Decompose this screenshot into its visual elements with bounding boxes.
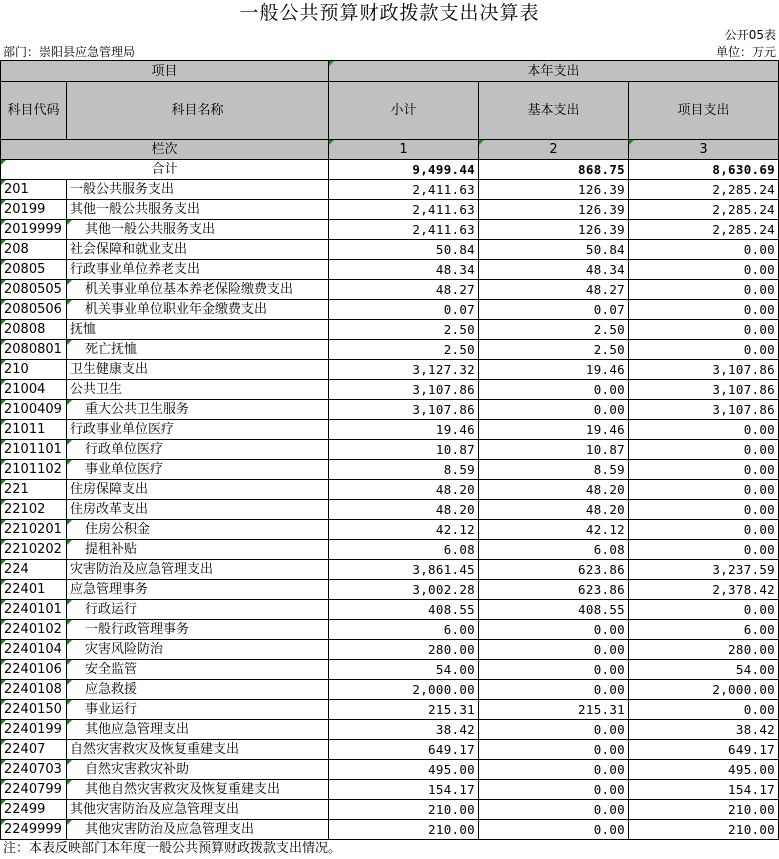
project-cell[interactable]: 6.00 — [629, 620, 779, 640]
project-cell[interactable]: 154.17 — [629, 780, 779, 800]
subject-name-cell[interactable]: 自然灾害救灾及恢复重建支出 — [67, 740, 329, 760]
subtotal-cell[interactable]: 3,861.45 — [329, 560, 479, 580]
project-cell[interactable]: 0.00 — [629, 420, 779, 440]
table-row — [1, 200, 779, 220]
table-row — [1, 180, 779, 200]
project-cell[interactable]: 0.00 — [629, 240, 779, 260]
table-row — [1, 320, 779, 340]
total-project[interactable]: 8,630.69 — [629, 160, 779, 180]
subject-name-cell[interactable]: 灾害风险防治 — [67, 640, 329, 660]
subject-code-cell[interactable]: 20808 — [1, 320, 67, 340]
report-title: 一般公共预算财政拨款支出决算表 — [239, 2, 540, 24]
subtotal-cell[interactable]: 3,107.86 — [329, 400, 479, 420]
subtotal-cell[interactable]: 8.59 — [329, 460, 479, 480]
header-name: 科目名称 — [67, 82, 329, 140]
table-row — [1, 560, 779, 580]
basic-cell[interactable]: 0.00 — [479, 680, 629, 700]
subject-code-cell[interactable]: 2019999 — [1, 220, 67, 240]
header-basic: 基本支出 — [479, 82, 629, 140]
subtotal-cell[interactable]: 495.00 — [329, 760, 479, 780]
subject-name-cell[interactable]: 一般公共服务支出 — [67, 180, 329, 200]
table-row — [1, 280, 779, 300]
basic-cell[interactable]: 126.39 — [479, 220, 629, 240]
subject-name-cell[interactable]: 事业单位医疗 — [67, 460, 329, 480]
basic-cell[interactable]: 48.34 — [479, 260, 629, 280]
subject-code-cell[interactable]: 2240799 — [1, 780, 67, 800]
column-number-3: 3 — [629, 140, 779, 160]
table-row — [1, 240, 779, 260]
project-cell[interactable]: 0.00 — [629, 700, 779, 720]
subject-name-cell[interactable]: 安全监管 — [67, 660, 329, 680]
table-row — [1, 760, 779, 780]
subtotal-cell[interactable]: 154.17 — [329, 780, 479, 800]
subtotal-cell[interactable]: 215.31 — [329, 700, 479, 720]
basic-cell[interactable]: 19.46 — [479, 420, 629, 440]
basic-cell[interactable]: 48.20 — [479, 500, 629, 520]
table-row — [1, 400, 779, 420]
basic-cell[interactable]: 126.39 — [479, 180, 629, 200]
basic-cell[interactable]: 6.08 — [479, 540, 629, 560]
total-basic[interactable]: 868.75 — [479, 160, 629, 180]
project-cell[interactable]: 54.00 — [629, 660, 779, 680]
subject-code-cell[interactable]: 2080505 — [1, 280, 67, 300]
subtotal-cell[interactable]: 38.42 — [329, 720, 479, 740]
project-cell[interactable]: 2,285.24 — [629, 180, 779, 200]
project-cell[interactable]: 3,107.86 — [629, 360, 779, 380]
subject-name-cell[interactable]: 重大公共卫生服务 — [67, 400, 329, 420]
subject-code-cell[interactable]: 2240108 — [1, 680, 67, 700]
subject-name-cell[interactable]: 其他一般公共服务支出 — [67, 220, 329, 240]
table-row — [1, 580, 779, 600]
basic-cell[interactable]: 0.00 — [479, 380, 629, 400]
total-subtotal[interactable]: 9,499.44 — [329, 160, 479, 180]
total-row — [1, 160, 779, 180]
table-row — [1, 300, 779, 320]
subject-code-cell[interactable]: 224 — [1, 560, 67, 580]
subject-name-cell[interactable]: 机关事业单位基本养老保险缴费支出 — [67, 280, 329, 300]
project-cell[interactable]: 2,285.24 — [629, 200, 779, 220]
subject-code-cell[interactable]: 2240106 — [1, 660, 67, 680]
project-cell[interactable]: 649.17 — [629, 740, 779, 760]
table-row — [1, 700, 779, 720]
basic-cell[interactable]: 0.00 — [479, 820, 629, 840]
basic-cell[interactable]: 0.00 — [479, 660, 629, 680]
subject-code-cell[interactable]: 22407 — [1, 740, 67, 760]
table-row — [1, 620, 779, 640]
subject-name-cell[interactable]: 其他应急管理支出 — [67, 720, 329, 740]
table-row — [1, 380, 779, 400]
subtotal-cell[interactable]: 48.20 — [329, 500, 479, 520]
subject-name-cell[interactable]: 住房公积金 — [67, 520, 329, 540]
table-row — [1, 660, 779, 680]
table-row — [1, 480, 779, 500]
header-item: 项目 — [1, 61, 329, 82]
subtotal-cell[interactable]: 10.87 — [329, 440, 479, 460]
subject-name-cell[interactable]: 行政事业单位医疗 — [67, 420, 329, 440]
subtotal-cell[interactable]: 2.50 — [329, 320, 479, 340]
unit-label: 单位：万元 — [715, 45, 776, 59]
project-cell[interactable]: 3,237.59 — [629, 560, 779, 580]
project-cell[interactable]: 495.00 — [629, 760, 779, 780]
subtotal-cell[interactable]: 0.07 — [329, 300, 479, 320]
basic-cell[interactable]: 126.39 — [479, 200, 629, 220]
basic-cell[interactable]: 0.00 — [479, 400, 629, 420]
subject-code-cell[interactable]: 2249999 — [1, 820, 67, 840]
project-cell[interactable]: 0.00 — [629, 520, 779, 540]
subject-name-cell[interactable]: 应急管理事务 — [67, 580, 329, 600]
header-code: 科目代码 — [1, 82, 67, 140]
project-cell[interactable]: 0.00 — [629, 480, 779, 500]
basic-cell[interactable]: 0.00 — [479, 800, 629, 820]
subject-code-cell[interactable]: 2210202 — [1, 540, 67, 560]
subject-code-cell[interactable]: 2240104 — [1, 640, 67, 660]
project-cell[interactable]: 210.00 — [629, 820, 779, 840]
subject-code-cell[interactable]: 210 — [1, 360, 67, 380]
subject-code-cell[interactable]: 22401 — [1, 580, 67, 600]
subtotal-cell[interactable]: 280.00 — [329, 640, 479, 660]
subject-name-cell[interactable]: 其他灾害防治及应急管理支出 — [67, 800, 329, 820]
subject-code-cell[interactable]: 21011 — [1, 420, 67, 440]
table-row — [1, 460, 779, 480]
subtotal-cell[interactable]: 48.27 — [329, 280, 479, 300]
project-cell[interactable]: 0.00 — [629, 460, 779, 480]
basic-cell[interactable]: 0.00 — [479, 760, 629, 780]
subject-name-cell[interactable]: 其他自然灾害救灾及恢复重建支出 — [67, 780, 329, 800]
project-cell[interactable]: 0.00 — [629, 600, 779, 620]
header-row-1 — [1, 61, 779, 82]
table-row — [1, 780, 779, 800]
basic-cell[interactable]: 50.84 — [479, 240, 629, 260]
header-subtotal: 小计 — [329, 82, 479, 140]
subtotal-cell[interactable]: 6.00 — [329, 620, 479, 640]
subtotal-cell[interactable]: 19.46 — [329, 420, 479, 440]
project-cell[interactable]: 2,285.24 — [629, 220, 779, 240]
subtotal-cell[interactable]: 210.00 — [329, 820, 479, 840]
subject-code-cell[interactable]: 2240199 — [1, 720, 67, 740]
subtotal-cell[interactable]: 6.08 — [329, 540, 479, 560]
project-cell[interactable]: 38.42 — [629, 720, 779, 740]
table-row — [1, 220, 779, 240]
table-row — [1, 500, 779, 520]
subject-code-cell[interactable]: 2210201 — [1, 520, 67, 540]
subtotal-cell[interactable]: 3,127.32 — [329, 360, 479, 380]
subject-name-cell[interactable]: 抚恤 — [67, 320, 329, 340]
table-row — [1, 340, 779, 360]
table-row — [1, 680, 779, 700]
basic-cell[interactable]: 0.00 — [479, 620, 629, 640]
table-row — [1, 440, 779, 460]
subtotal-cell[interactable]: 42.12 — [329, 520, 479, 540]
project-cell[interactable]: 2,378.42 — [629, 580, 779, 600]
subject-name-cell[interactable]: 社会保障和就业支出 — [67, 240, 329, 260]
basic-cell[interactable]: 0.07 — [479, 300, 629, 320]
project-cell[interactable]: 3,107.86 — [629, 400, 779, 420]
subject-code-cell[interactable]: 221 — [1, 480, 67, 500]
subtotal-cell[interactable]: 54.00 — [329, 660, 479, 680]
subject-name-cell[interactable]: 提租补贴 — [67, 540, 329, 560]
subtotal-cell[interactable]: 2,411.63 — [329, 220, 479, 240]
basic-cell[interactable]: 0.00 — [479, 780, 629, 800]
subject-code-cell[interactable]: 22102 — [1, 500, 67, 520]
subject-name-cell[interactable]: 住房保障支出 — [67, 480, 329, 500]
basic-cell[interactable]: 408.55 — [479, 600, 629, 620]
subject-name-cell[interactable]: 卫生健康支出 — [67, 360, 329, 380]
project-cell[interactable]: 0.00 — [629, 300, 779, 320]
subject-name-cell[interactable]: 灾害防治及应急管理支出 — [67, 560, 329, 580]
subtotal-cell[interactable]: 408.55 — [329, 600, 479, 620]
project-cell[interactable]: 280.00 — [629, 640, 779, 660]
subject-code-cell[interactable]: 201 — [1, 180, 67, 200]
basic-cell[interactable]: 42.12 — [479, 520, 629, 540]
subject-name-cell[interactable]: 事业运行 — [67, 700, 329, 720]
subject-code-cell[interactable]: 2240101 — [1, 600, 67, 620]
table-row — [1, 260, 779, 280]
subtotal-cell[interactable]: 48.20 — [329, 480, 479, 500]
table-row — [1, 540, 779, 560]
table-row — [1, 420, 779, 440]
form-code: 公开05表 — [724, 28, 776, 42]
footnote: 注：本表反映部门本年度一般公共预算财政拨款支出情况。 — [3, 841, 342, 856]
basic-cell[interactable]: 2.50 — [479, 340, 629, 360]
subject-code-cell[interactable]: 2101101 — [1, 440, 67, 460]
subject-name-cell[interactable]: 公共卫生 — [67, 380, 329, 400]
subject-name-cell[interactable]: 自然灾害救灾补助 — [67, 760, 329, 780]
subject-code-cell[interactable]: 21004 — [1, 380, 67, 400]
subject-code-cell[interactable]: 20199 — [1, 200, 67, 220]
column-number-label: 栏次 — [1, 140, 329, 160]
basic-cell[interactable]: 623.86 — [479, 580, 629, 600]
project-cell[interactable]: 0.00 — [629, 320, 779, 340]
subject-code-cell[interactable]: 2080801 — [1, 340, 67, 360]
subject-code-cell[interactable]: 2240703 — [1, 760, 67, 780]
table-row — [1, 800, 779, 820]
basic-cell[interactable]: 0.00 — [479, 740, 629, 760]
subtotal-cell[interactable]: 2,000.00 — [329, 680, 479, 700]
table-row — [1, 740, 779, 760]
project-cell[interactable]: 210.00 — [629, 800, 779, 820]
table-row — [1, 360, 779, 380]
subject-code-cell[interactable]: 2101102 — [1, 460, 67, 480]
subject-name-cell[interactable]: 行政运行 — [67, 600, 329, 620]
column-number-row — [1, 140, 779, 160]
subtotal-cell[interactable]: 3,107.86 — [329, 380, 479, 400]
basic-cell[interactable]: 0.00 — [479, 720, 629, 740]
subject-code-cell[interactable]: 2080506 — [1, 300, 67, 320]
basic-cell[interactable]: 19.46 — [479, 360, 629, 380]
header-project: 项目支出 — [629, 82, 779, 140]
subtotal-cell[interactable]: 649.17 — [329, 740, 479, 760]
subject-code-cell[interactable]: 2240102 — [1, 620, 67, 640]
subtotal-cell[interactable]: 210.00 — [329, 800, 479, 820]
basic-cell[interactable]: 215.31 — [479, 700, 629, 720]
basic-cell[interactable]: 2.50 — [479, 320, 629, 340]
basic-cell[interactable]: 0.00 — [479, 640, 629, 660]
subject-name-cell[interactable]: 应急救援 — [67, 680, 329, 700]
subject-code-cell[interactable]: 2100409 — [1, 400, 67, 420]
table-row — [1, 640, 779, 660]
subject-code-cell[interactable]: 20805 — [1, 260, 67, 280]
project-cell[interactable]: 0.00 — [629, 540, 779, 560]
expenditure-table — [0, 60, 779, 840]
subject-code-cell[interactable]: 22499 — [1, 800, 67, 820]
department-label: 部门：崇阳县应急管理局 — [3, 45, 136, 59]
subject-name-cell[interactable]: 机关事业单位职业年金缴费支出 — [67, 300, 329, 320]
basic-cell[interactable]: 8.59 — [479, 460, 629, 480]
subject-name-cell[interactable]: 一般行政管理事务 — [67, 620, 329, 640]
table-row — [1, 720, 779, 740]
table-row — [1, 820, 779, 840]
total-label[interactable]: 合计 — [1, 160, 329, 180]
header-row-2 — [1, 82, 779, 140]
project-cell[interactable]: 0.00 — [629, 280, 779, 300]
subject-name-cell[interactable]: 死亡抚恤 — [67, 340, 329, 360]
subject-name-cell[interactable]: 行政事业单位养老支出 — [67, 260, 329, 280]
subject-name-cell[interactable]: 其他一般公共服务支出 — [67, 200, 329, 220]
project-cell[interactable]: 2,000.00 — [629, 680, 779, 700]
subject-code-cell[interactable]: 2240150 — [1, 700, 67, 720]
project-cell[interactable]: 0.00 — [629, 440, 779, 460]
subtotal-cell[interactable]: 2,411.63 — [329, 200, 479, 220]
subject-code-cell[interactable]: 208 — [1, 240, 67, 260]
project-cell[interactable]: 3,107.86 — [629, 380, 779, 400]
subtotal-cell[interactable]: 3,002.28 — [329, 580, 479, 600]
column-number-2: 2 — [479, 140, 629, 160]
project-cell[interactable]: 0.00 — [629, 340, 779, 360]
basic-cell[interactable]: 48.20 — [479, 480, 629, 500]
subject-name-cell[interactable]: 其他灾害防治及应急管理支出 — [67, 820, 329, 840]
column-number-1: 1 — [329, 140, 479, 160]
basic-cell[interactable]: 48.27 — [479, 280, 629, 300]
table-row — [1, 600, 779, 620]
subject-name-cell[interactable]: 行政单位医疗 — [67, 440, 329, 460]
project-cell[interactable]: 0.00 — [629, 260, 779, 280]
subject-name-cell[interactable]: 住房改革支出 — [67, 500, 329, 520]
subtotal-cell[interactable]: 48.34 — [329, 260, 479, 280]
basic-cell[interactable]: 10.87 — [479, 440, 629, 460]
basic-cell[interactable]: 623.86 — [479, 560, 629, 580]
header-current-year: 本年支出 — [329, 61, 779, 82]
subtotal-cell[interactable]: 2,411.63 — [329, 180, 479, 200]
subtotal-cell[interactable]: 50.84 — [329, 240, 479, 260]
table-row — [1, 520, 779, 540]
subtotal-cell[interactable]: 2.50 — [329, 340, 479, 360]
project-cell[interactable]: 0.00 — [629, 500, 779, 520]
